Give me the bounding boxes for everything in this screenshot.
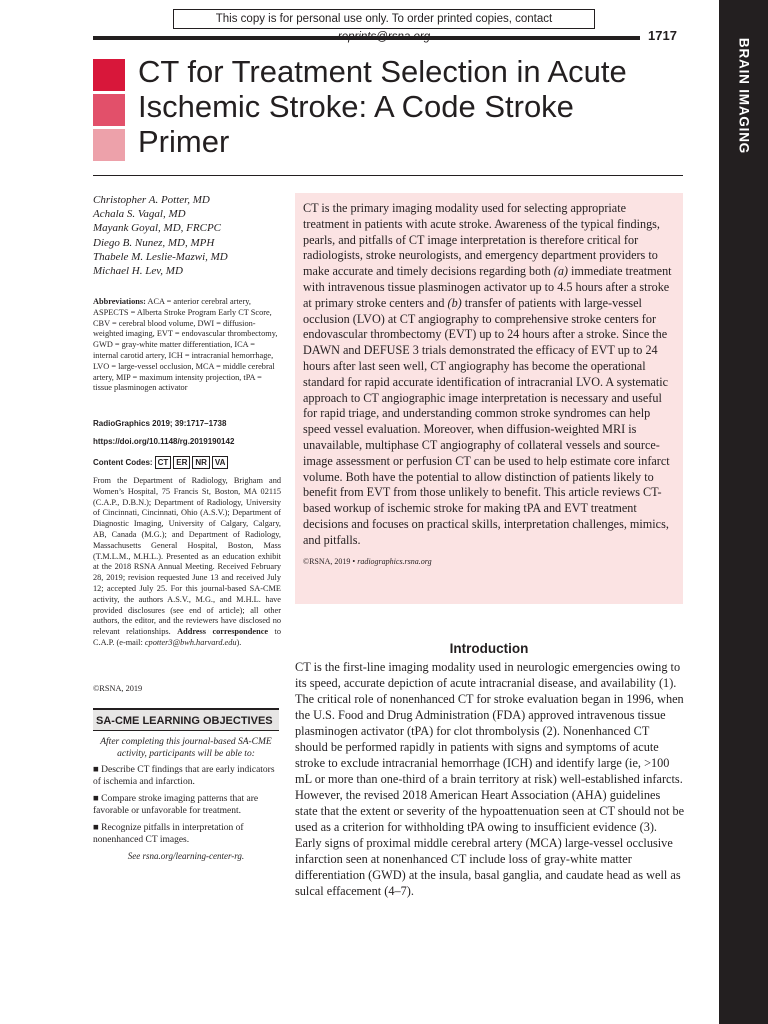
accent-square-3 xyxy=(93,129,125,161)
objective-text: Compare stroke imaging patterns that are favorable or unfavorable for treatment. xyxy=(93,794,259,816)
abstract-box xyxy=(295,193,683,604)
author-list xyxy=(93,193,293,278)
article-title: CT for Treatment Selection in Acute Ischemic Stroke: A Code Stroke Primer xyxy=(138,54,627,159)
abbreviations-label: Abbreviations: xyxy=(93,297,146,306)
content-code-badge: ER xyxy=(173,456,190,469)
header-rule xyxy=(93,36,640,40)
abstract-part: immediate treatment with intravenous tissue plasminogen activator up to 4.5 hours after a stroke at primary stroke centers and xyxy=(303,264,672,310)
journal-site-link[interactable]: radiographics.rsna.org xyxy=(357,556,432,566)
abstract-part: CT is the primary imaging modality used for selecting appropriate treatment in patients with acute stroke. Awareness of the typical findings, pearls, and pitfalls of CT image interpretation is therefore critical for radiologists, stroke neurologists, and emergency department providers to make accurate and timely decisions regarding both xyxy=(303,201,660,279)
citation: RadioGraphics 2019; 39:1717–1738 xyxy=(93,419,227,428)
correspondence-text: to C.A.P. (e-mail: xyxy=(93,627,281,647)
abstract-copyright xyxy=(303,557,675,566)
learning-objective xyxy=(93,764,279,788)
accent-square-2 xyxy=(93,94,125,126)
learning-objective xyxy=(93,793,279,817)
sacme-box xyxy=(93,708,279,861)
abbreviations xyxy=(93,297,281,394)
abstract-marker: (a) xyxy=(553,264,568,279)
square-bullet-icon: ■ xyxy=(93,823,102,833)
objective-text: Describe CT findings that are early indicators of ischemia and infarction. xyxy=(93,765,275,787)
doi-link[interactable]: https://doi.org/10.1148/rg.2019190142 xyxy=(93,437,235,446)
author-name: Mayank Goyal, MD, FRCPC xyxy=(93,222,221,235)
author-name: Christopher A. Potter, MD xyxy=(93,194,210,206)
abstract-copyright-text: ©RSNA, 2019 • xyxy=(303,556,358,566)
learning-center-link[interactable]: See rsna.org/learning-center-rg. xyxy=(127,851,245,861)
abstract-text xyxy=(303,201,675,549)
affiliation-note xyxy=(93,476,281,649)
accent-square-1 xyxy=(93,59,125,91)
content-code-badge: VA xyxy=(212,456,229,469)
introduction-text: CT is the first-line imaging modality used in neurologic emergencies owing to its speed, accurate depiction of acute intracranial disease, and availability (1). The critical role of nonenhanced CT for stroke evaluation began in 1996, when the U.S. Food and Drug Administration (FDA) approved intravenous tissue plasminogen activator (tPA) for clot thrombolysis (2). Nonenhanced CT should be performed rapidly in patients with signs and symptoms of acute stroke to exclude intracranial hemorrhage (ICH) and identify large (ie, >100 mL or more than one-third of a brain territory at risk) well-established infarcts. However, the revised 2018 American Heart Association (AHA) guidelines state that the extent or severity of the hypoattenuation seen at CT should not be used as a criterion for withholding tPA owing to insufficient evidence (3). Early signs of proximal middle cerebral artery (MCA) large-vessel occlusive infarction seen at nonenhanced CT include loss of gray-white matter differentiation (GWD) at the insula, basal ganglia, and caudate head as well as sulcal effacement (4–7). xyxy=(295,660,685,898)
abstract-marker: (b) xyxy=(447,295,462,310)
content-codes xyxy=(93,456,228,469)
sacme-heading: SA-CME LEARNING OBJECTIVES xyxy=(93,708,279,731)
objective-text: Recognize pitfalls in interpretation of nonenhanced CT images. xyxy=(93,823,244,845)
learning-objective xyxy=(93,822,279,846)
correspondence-email-link[interactable]: cpotter3@bwh.harvard.edu xyxy=(144,637,237,647)
reprint-notice xyxy=(173,9,595,29)
page-number: 1717 xyxy=(648,28,677,43)
correspondence-label: Address correspondence xyxy=(177,627,269,637)
sacme-intro: After completing this journal-based SA-CME activity, participants will be able to: xyxy=(100,737,272,759)
content-codes-label: Content Codes: xyxy=(93,458,153,467)
title-rule xyxy=(93,175,683,176)
affiliation-text: From the Department of Radiology, Brigham and Women’s Hospital, 75 Francis St, Boston, MA 02115 (C.A.P., D.B.N.); Department of Radiology, University of Cincinnati, Cincinnati, Ohio (A.S.V.); Department of Diagnostic Imaging, University of Calgary, Calgary, AB, Canada (M.G.); and Department of Radiology, Massachusetts General Hospital, Boston, Mass (T.M.L.M., M.H.L.). Presented as an education exhibit at the 2018 RSNA Annual Meeting. Received February 28, 2019; revision requested June 13 and received July 12; accepted July 25. For this journal-based SA-CME activity, the authors A.S.V., M.G., and M.H.L. have provided disclosures (see end of article); all other authors, the editor, and the reviewers have disclosed no relevant relationships. xyxy=(93,476,281,637)
author-name: Diego B. Nunez, MD, MPH xyxy=(93,236,215,249)
author-name: Thabele M. Leslie-Mazwi, MD xyxy=(93,250,228,263)
abbreviations-text: ACA = anterior cerebral artery, ASPECTS = Alberta Stroke Program Early CT Score, CBV = cerebral blood volume, DWI = diffusion-weighted imaging, EVT = endovascular thrombectomy, GWD = gray-white matter differentiation, ICA = internal carotid artery, ICH = intracranial hemorrhage, LVO = large-vessel occlusion, MCA = middle cerebral artery, MIP = maximum intensity projection, tPA = tissue plasminogen activator xyxy=(93,297,278,393)
author-name: Achala S. Vagal, MD xyxy=(93,208,186,221)
introduction-heading: Introduction xyxy=(449,641,529,656)
abstract-part: transfer of patients with large-vessel occlusion (LVO) at CT angiography to comprehensive stroke centers for endovascular thrombectomy (EVT) up to 24 hours after a stroke. Since the DAWN and DEFUSE 3 trials demonstrated the efficacy of EVT up to 24 hours after last seen well, CT angiography has become the operational standard for rapid accurate identification of intracranial LVO. A systematic approach to CT angiographic image interpretation is necessary and useful for rapid triage, and understanding common stroke syndromes can help speed vessel evaluation. Moreover, when diffusion-weighted MRI is unavailable, multiphase CT angiography of collateral vessels and source-image assessment or perfusion CT can be used to help estimate core infarct volume. Both have the potential to allow distinction of patients likely to benefit from EVT from those unlikely to benefit. This article reviews CT-based workup of ischemic stroke for making tPA and EVT treatment decisions and focuses on practical skills, interpretation challenges, mimics, and pitfalls. xyxy=(303,295,670,547)
author-name: Michael H. Lev, MD xyxy=(93,265,183,278)
copyright-left: ©RSNA, 2019 xyxy=(93,684,143,693)
square-bullet-icon: ■ xyxy=(93,765,102,775)
content-code-badge: CT xyxy=(155,456,172,469)
content-code-badge: NR xyxy=(192,456,210,469)
reprint-notice-text: This copy is for personal use only. To order printed copies, contact xyxy=(215,13,553,25)
section-label: BRAIN IMAGING xyxy=(736,37,752,155)
square-bullet-icon: ■ xyxy=(93,794,102,804)
correspondence-end: ). xyxy=(236,637,242,647)
